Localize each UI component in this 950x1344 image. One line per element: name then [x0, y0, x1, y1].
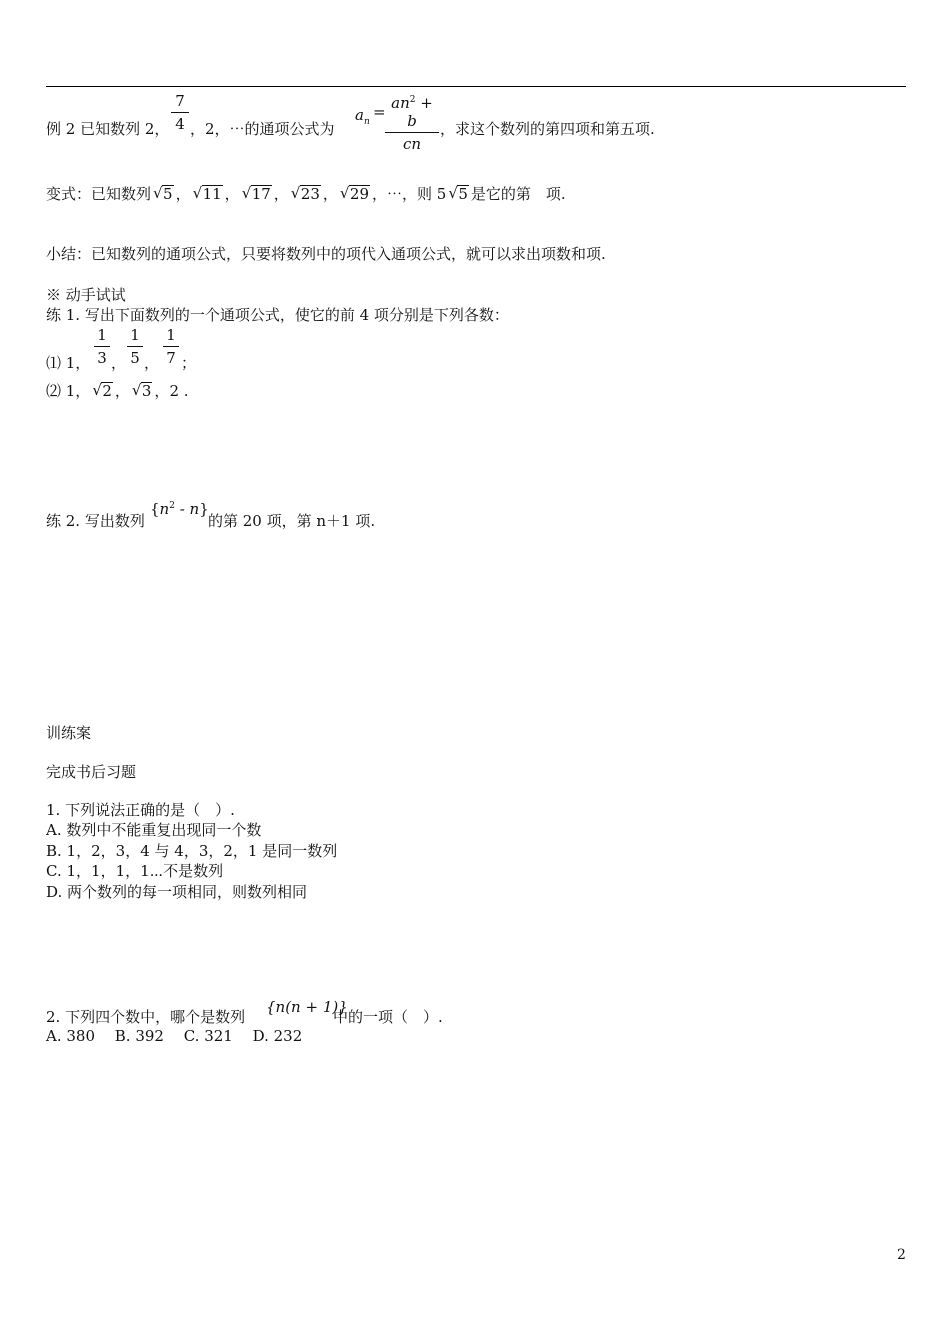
radicand: 3: [141, 382, 152, 400]
fraction-numerator: 1: [97, 326, 107, 344]
formula-bar: [385, 132, 439, 133]
variant-line: [46, 184, 566, 204]
radical-sign: √: [192, 184, 203, 202]
sqrt-5: [153, 184, 174, 204]
separator: ，: [322, 185, 338, 203]
practice-1-title: 练 1. 写出下面数列的一个通项公式，使它的前 4 项分别是下列各数：: [46, 306, 509, 324]
formula-num-sup: 2: [409, 95, 416, 105]
summary-text: 小结：已知数列的通项公式，只要将数列中的项代入通项公式，就可以求出项数和项.: [46, 245, 606, 263]
fraction-denominator: 4: [175, 115, 185, 133]
fraction-1-5: [127, 326, 143, 367]
variant-suffix: 是它的第 项.: [470, 185, 566, 203]
set-sup: 2: [169, 501, 175, 511]
sqrt-2: [92, 381, 113, 401]
brace-open: {: [150, 500, 160, 518]
radical-sign: √: [153, 184, 163, 202]
radical-sign: √: [241, 184, 252, 202]
radicand: 29: [349, 185, 369, 203]
set-n: n: [159, 500, 170, 518]
radicand: 11: [202, 185, 222, 203]
practice-2-set: [150, 500, 209, 518]
practice-1-item-2-prefix: ⑵ 1，: [46, 382, 91, 400]
fraction-bar: [127, 346, 143, 347]
example-2-suffix: ，求这个数列的第四项和第五项.: [440, 120, 655, 138]
formula-lhs: [355, 106, 370, 127]
formula-a: a: [355, 106, 364, 124]
radical-sign: √: [290, 184, 301, 202]
fraction-denominator: 3: [97, 349, 107, 367]
radical-sign: √: [339, 184, 350, 202]
sqrt-3: [132, 381, 153, 401]
fraction-numerator: 1: [166, 326, 176, 344]
radical-sign: √: [448, 184, 458, 202]
page-number: 2: [897, 1247, 906, 1263]
sqrt-17: [242, 184, 272, 204]
radical-sign: √: [92, 381, 102, 399]
fraction-bar: [94, 346, 110, 347]
question-2-options: A. 380 B. 392 C. 321 D. 232: [46, 1027, 303, 1045]
radicand: 2: [102, 382, 112, 400]
radicand: 23: [300, 185, 320, 203]
formula-equals: =: [373, 103, 386, 121]
formula-sub-n: n: [363, 117, 370, 127]
header-rule: [46, 86, 906, 87]
fraction-1-7: [163, 326, 179, 367]
fraction-denominator: 5: [130, 349, 140, 367]
question-1-option-d: D. 两个数列的每一项相同，则数列相同: [46, 883, 308, 901]
brace-close: }: [199, 500, 209, 518]
formula-num-an: an: [391, 94, 410, 112]
separator: ，: [175, 185, 191, 203]
formula-num-rest: + b: [407, 94, 433, 130]
training-title: 训练案: [46, 724, 92, 742]
question-1-stem: 1. 下列说法正确的是（ ）.: [46, 801, 235, 819]
fraction-7-4: [171, 92, 189, 133]
separator: ，: [114, 382, 130, 400]
sqrt-5-last: [448, 184, 469, 204]
question-2-set: {n(n + 1)}: [266, 998, 348, 1016]
homework-text: 完成书后习题: [46, 763, 137, 781]
example-2-prefix: 例 2 已知数列 2，: [46, 120, 170, 138]
separator: ，: [224, 185, 240, 203]
fraction-numerator: 7: [175, 92, 185, 110]
example-2-mid: ，2，⋯的通项公式为: [190, 120, 335, 138]
sqrt-23: [291, 184, 321, 204]
separator: ，: [144, 354, 160, 372]
formula-numerator: [385, 91, 439, 130]
separator: ，: [372, 185, 388, 203]
question-1-option-c: C. 1，1，1，1⋯不是数列: [46, 862, 224, 880]
practice-2-suffix: 的第 20 项，第 n＋1 项.: [208, 512, 376, 530]
separator: ，: [154, 382, 170, 400]
separator: ，: [273, 185, 289, 203]
set-rest: - n: [174, 500, 200, 518]
sqrt-11: [193, 184, 223, 204]
radicand: 17: [251, 185, 271, 203]
formula-denominator: cn: [402, 135, 422, 153]
variant-prefix: 变式：已知数列: [46, 185, 152, 203]
try-title: ※ 动手试试: [46, 286, 126, 304]
radicand: 5: [458, 185, 468, 203]
sqrt-29: [340, 184, 370, 204]
variant-ellipsis: ⋯，则 5: [387, 185, 447, 203]
fraction-1-3: [94, 326, 110, 367]
question-1-option-b: B. 1，2，3，4 与 4，3，2，1 是同一数列: [46, 842, 338, 860]
question-2-prefix: 2. 下列四个数中，哪个是数列: [46, 1008, 246, 1026]
practice-1-item-2: [46, 381, 189, 401]
separator: ，: [111, 354, 127, 372]
question-2-suffix: 中的一项（ ）.: [333, 1008, 443, 1026]
radicand: 5: [163, 185, 173, 203]
fraction-denominator: 7: [166, 349, 176, 367]
question-1-option-a: A. 数列中不能重复出现同一个数: [46, 821, 262, 839]
practice-2-prefix: 练 2. 写出数列: [46, 512, 145, 530]
separator: ；: [181, 354, 197, 372]
formula-fraction: [385, 91, 439, 153]
fraction-numerator: 1: [130, 326, 140, 344]
radical-sign: √: [131, 381, 142, 399]
fraction-bar: [171, 112, 189, 113]
practice-1-item-2-suffix: 2 .: [169, 382, 189, 400]
practice-1-item-1-prefix: ⑴ 1，: [46, 354, 91, 372]
fraction-bar: [163, 346, 179, 347]
